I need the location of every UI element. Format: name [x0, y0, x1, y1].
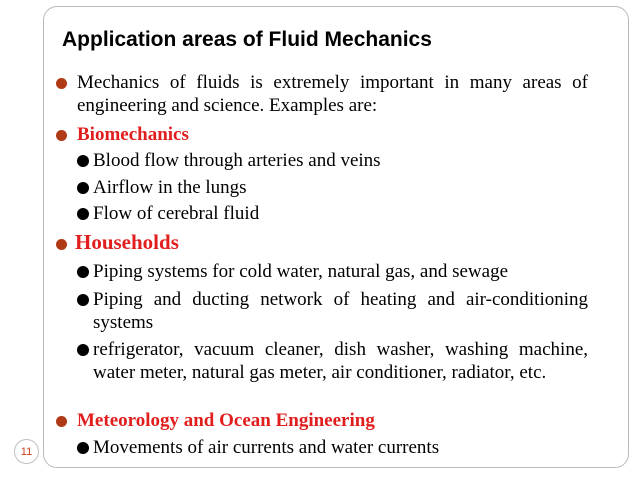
- bullet-dot-icon: [77, 182, 89, 194]
- list-item: [77, 288, 588, 334]
- heading-biomechanics: Biomechanics: [77, 124, 189, 145]
- list-item: [77, 202, 259, 225]
- bullet-dot-icon: [77, 294, 89, 306]
- list-item-text: Piping systems for cold water, natural gas, and sewage: [93, 261, 509, 282]
- list-item-text: refrigerator, vacuum cleaner, dish washer, washing machine, water meter, natural gas meter, air conditioner, radiator, etc.: [93, 339, 588, 383]
- bullet-intro-text: Mechanics of fluids is extremely important in many areas of engineering and science. Examples are:: [77, 72, 588, 116]
- bullet-dot-icon: [56, 416, 67, 427]
- list-item-text: Airflow in the lungs: [93, 177, 247, 198]
- bullet-dot-icon: [77, 344, 89, 356]
- slide-number: 11: [14, 439, 39, 464]
- bullet-intro: [56, 71, 588, 117]
- bullet-meteorology: [56, 409, 375, 432]
- list-item: [77, 436, 439, 459]
- slide-title: Application areas of Fluid Mechanics: [62, 28, 432, 51]
- list-item-text: Blood flow through arteries and veins: [93, 150, 381, 171]
- list-item: [77, 176, 247, 199]
- list-item: [77, 149, 381, 172]
- bullet-dot-icon: [56, 78, 67, 89]
- bullet-dot-icon: [77, 266, 89, 278]
- bullet-dot-icon: [77, 155, 89, 167]
- bullet-dot-icon: [77, 208, 89, 220]
- list-item-text: Piping and ducting network of heating and air-conditioning systems: [93, 289, 588, 333]
- bullet-dot-icon: [56, 239, 67, 250]
- heading-meteorology: Meteorology and Ocean Engineering: [77, 410, 375, 431]
- heading-households: Households: [75, 230, 179, 254]
- list-item-text: Flow of cerebral fluid: [93, 203, 260, 224]
- list-item: [77, 260, 508, 283]
- bullet-dot-icon: [77, 442, 89, 454]
- bullet-biomechanics: [56, 123, 189, 146]
- bullet-dot-icon: [56, 130, 67, 141]
- list-item-text: Movements of air currents and water currents: [93, 437, 440, 458]
- bullet-households: [56, 231, 179, 254]
- list-item: [77, 338, 588, 384]
